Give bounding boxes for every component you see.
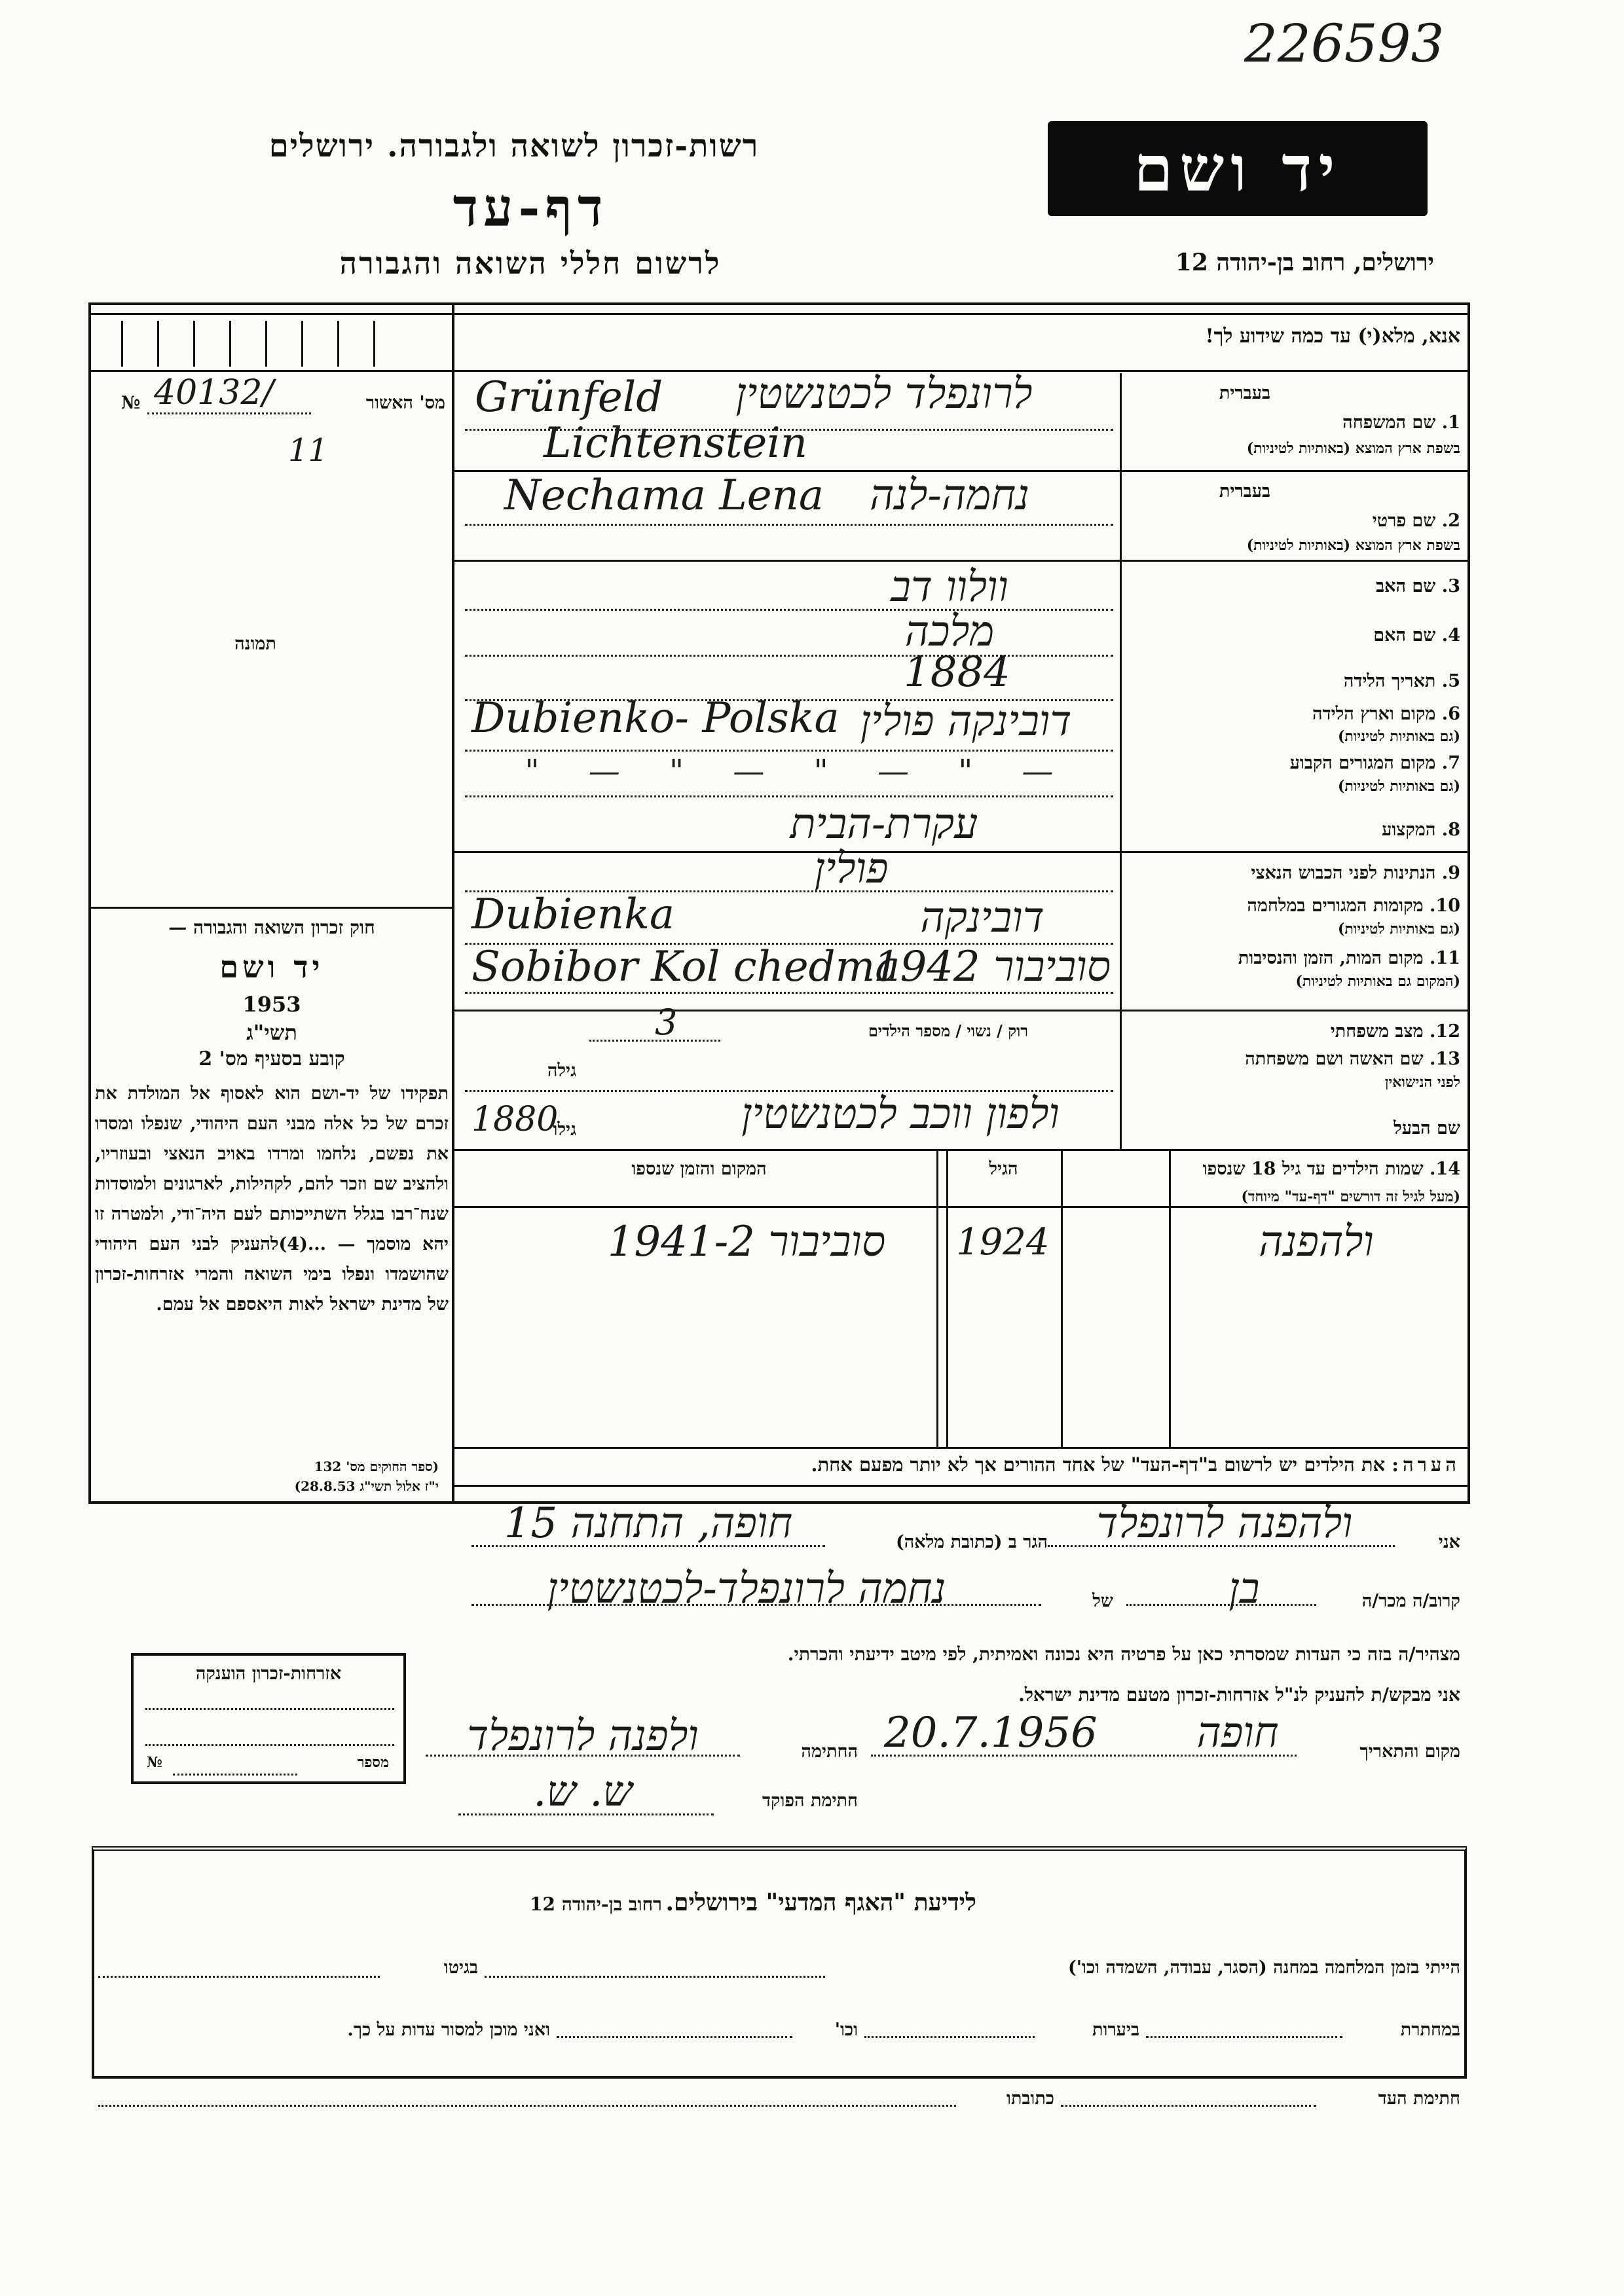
address-header: ירושלים, רחוב בן-יהודה 12 [1175, 249, 1434, 276]
field-11-latin: Sobibor Kol chedma [471, 943, 900, 991]
decl-relation: בן [1228, 1565, 1260, 1613]
field-2-name: שם פרטי [1372, 511, 1436, 531]
field-9-num: 9. [1441, 863, 1460, 883]
husband-age: 1880 [471, 1100, 559, 1139]
field-8-value: עקרת-הבית [790, 800, 978, 848]
approval-no-prefix: № [121, 393, 141, 413]
org-name: רשות-זכרון לשואה ולגבורה. ירושלים [268, 128, 760, 164]
footer-line2-c: וכו' [834, 2020, 858, 2040]
archive-number: 226593 [1244, 13, 1445, 74]
approval-value: 40132/ [154, 373, 274, 412]
decl-request: אני מבקש/ת להעניק לנ"ל אזרחות-זכרון מטעם מדינת ישראל. [1018, 1684, 1460, 1705]
field-4-value: מלכה [904, 608, 995, 656]
field-8-name: המקצוע [1382, 820, 1436, 840]
field-5-value: 1884 [904, 648, 1010, 697]
field-1-label [1126, 412, 1460, 433]
field-12-num: 12. [1430, 1021, 1460, 1042]
field-7-sub: (גם באותיות לטיניות) [1337, 778, 1460, 795]
citizenship-box-prefix: № [147, 1754, 162, 1771]
law-ref-1: (ספר החוקים מס' 132 [314, 1459, 439, 1474]
field-1-name: שם המשפחה [1342, 412, 1436, 433]
children-note: (מעל לגיל זה דורשים "דף-עד" מיוחד) [1241, 1188, 1460, 1205]
field-2-hebrew: נחמה-לנה [870, 471, 1029, 520]
field-10-num: 10. [1430, 896, 1460, 916]
field-3-num: 3. [1441, 576, 1460, 596]
field-13-sub: לפני הנישואין [1384, 1074, 1460, 1091]
footer-heading [327, 1889, 1179, 1916]
field-4-name: שם האם [1373, 625, 1436, 646]
field-6-label [1126, 704, 1460, 724]
field-3-name: שם האב [1376, 576, 1436, 596]
field-2-tag: בעברית [1219, 481, 1270, 501]
citizenship-box-title: אזרחות-זכרון הוענקה [195, 1664, 342, 1684]
field-2-latin: Nechama Lena [504, 471, 824, 520]
field-10-sub: (גם באותיות לטיניות) [1337, 920, 1460, 938]
footer-address: רחוב בן-יהודה 12 [530, 1893, 662, 1915]
remark [458, 1453, 1460, 1476]
field-5-label [1126, 671, 1460, 691]
field-10-label [1126, 896, 1460, 916]
decl-residing-label: הגר ב (כתובת מלאה) [895, 1532, 1048, 1552]
decl-place: חופה [1196, 1709, 1279, 1757]
child-name: ולהפנה [1259, 1218, 1374, 1266]
decl-of-label: של [1092, 1591, 1113, 1611]
field-11-value: סוביבור 1942 [873, 943, 1111, 991]
field-12-value: 3 [655, 1002, 678, 1043]
footer-line2-b: ביערות [1092, 2020, 1139, 2040]
approval-value-2: 11 [288, 432, 329, 469]
decl-officer-label: חתימת הפוקד [762, 1791, 858, 1811]
children-num: 14. [1430, 1159, 1460, 1179]
field-6-latin: Dubienko- Polska [471, 694, 840, 742]
footer-line3-a: חתימת העד [1378, 2088, 1460, 2109]
field-3-label [1126, 576, 1460, 596]
law-clause: קובע בסעיף מס' 2 [198, 1048, 345, 1070]
field-11-label [1126, 948, 1460, 968]
field-13-name: שם האשה ושם משפחתה [1245, 1049, 1424, 1069]
footer-line1-b: בגיטו [443, 1958, 478, 1978]
footer-title: לידיעת "האגף המדעי" בירושלים. [665, 1889, 976, 1916]
field-11-num: 11. [1430, 948, 1460, 968]
children-title-text: שמות הילדים עד גיל 18 שנספו [1202, 1159, 1424, 1179]
field-5-name: תאריך הלידה [1343, 671, 1436, 691]
yad-vashem-logo [1048, 121, 1428, 216]
field-6-num: 6. [1441, 704, 1460, 724]
field-7-name: מקום המגורים הקבוע [1289, 753, 1436, 773]
field-4-num: 4. [1441, 625, 1460, 646]
remark-label: הערה: [1392, 1453, 1460, 1476]
children-col-place: המקום והזמן שנספו [631, 1159, 767, 1179]
form-title: דף-עד [452, 177, 608, 238]
law-text: תפקידו של יד-ושם הוא לאסוף אל המולדת את זכרם של כל אלה מבני העם היהודי, שנפלו ומסרו את נפשם, נלחמו ומרדו באויב הנאצי ובעוזריו, ולהציב שם וזכר להם, לקהילות, לארגונים ולמוסדות שנח־רבו בגלל השתייכותם לעם היה־ודי, ולמטרה זו יהא מוסמך — ...(4)להעניק לבני העם היהודי שהושמדו ונפלו בימי השואה והמרי אזרחות-זכרון של מדינת ישראל לאות היאספם אל עמם. [95, 1084, 449, 1315]
husband-value: ולפון ווכב לכטנשטין [741, 1090, 1060, 1139]
husband-age-label: גילו [553, 1120, 576, 1140]
field-9-label [1126, 863, 1460, 883]
field-9-name: הנתינות לפני הכבוש הנאצי [1251, 863, 1436, 883]
decl-relation-label: קרוב/ה מכר/ה [1361, 1591, 1460, 1611]
law-ref-2: י"ז אלול תשי"ג 28.8.53) [294, 1478, 439, 1494]
footer-line1-a: הייתי בזמן המלחמה במחנה (הסגר, עבודה, השמדה וכו') [1067, 1958, 1460, 1978]
field-11-sub: (המקום גם באותיות לטיניות) [1295, 973, 1460, 990]
decl-of-value: נחמה לרונפלד-לכטנשטין [547, 1565, 946, 1613]
field-1-num: 1. [1441, 412, 1460, 433]
remark-text: את הילדים יש לרשום ב"דף-העד" של אחד ההורים אך לא יותר מפעם אחת. [811, 1453, 1386, 1476]
field-7-num: 7. [1441, 753, 1460, 773]
child-place: סוביבור 1941-2 [607, 1218, 886, 1266]
field-6-name: מקום וארץ הלידה [1312, 704, 1436, 724]
field-10-value: דובינקה [920, 894, 1044, 942]
field-7-label [1126, 753, 1460, 773]
field-3-value: וולוו דב [891, 563, 1008, 611]
footer-line2-d: ואני מוכן למסור עדות על כך. [347, 2020, 550, 2040]
field-11-name: מקום המות, הזמן והנסיבות [1238, 948, 1424, 968]
citizenship-box-number-label: מספר [357, 1754, 389, 1771]
citizenship-box [131, 1653, 406, 1784]
field-1-latin: Grünfeld [475, 373, 663, 422]
photo-label: תמונה [234, 634, 276, 654]
child-age: 1924 [956, 1221, 1050, 1264]
field-13-age-label: גילה [547, 1061, 576, 1081]
field-6-sub: (גם באותיות לטיניות) [1337, 728, 1460, 745]
field-12-label [1126, 1021, 1460, 1042]
law-year-en: 1953 [242, 992, 301, 1017]
field-10-name: מקומות המגורים במלחמה [1247, 896, 1424, 916]
tick-row [95, 321, 449, 367]
field-1-sub: בשפת ארץ המוצא (באותיות לטיניות) [1246, 440, 1460, 457]
field-12-options: רוק / נשוי / מספר הילדים [868, 1021, 1028, 1040]
field-1-tag: בעברית [1219, 383, 1270, 403]
field-1-latin-2: Lichtenstein [544, 419, 807, 467]
decl-date: 20.7.1956 [884, 1709, 1098, 1757]
decl-ani: אני [1438, 1532, 1460, 1552]
husband-label: שם הבעל [1393, 1118, 1460, 1139]
decl-place-date-label: מקום והתאריך [1359, 1741, 1460, 1762]
field-8-label [1126, 820, 1460, 840]
field-9-value: פולין [814, 845, 889, 893]
field-2-sub: בשפת ארץ המוצא (באותיות לטיניות) [1246, 537, 1460, 554]
field-12-name: מצב משפחתי [1330, 1021, 1424, 1042]
field-2-num: 2. [1441, 511, 1460, 531]
field-5-num: 5. [1441, 671, 1460, 691]
law-year-he: תשי"ג [246, 1020, 297, 1045]
decl-signature-label: החתימה [801, 1741, 858, 1762]
field-13-label [1126, 1049, 1460, 1069]
decl-officer-sig: ש. ש. [533, 1768, 633, 1816]
form-subtitle: לרשום חללי השואה והגבורה [339, 246, 722, 281]
field-13-num: 13. [1430, 1049, 1460, 1069]
law-title: חוק זכרון השואה והגבורה — [168, 917, 375, 938]
decl-signature: ולפנה לרונפלד [467, 1712, 699, 1760]
field-8-num: 8. [1441, 820, 1460, 840]
law-name: יד ושם [219, 949, 324, 985]
field-6-value: דובינקה פולין [860, 697, 1072, 746]
children-title [1172, 1159, 1460, 1179]
field-4-label [1126, 625, 1460, 646]
decl-name: ולהפנה לרונפלד [1096, 1499, 1353, 1548]
children-col-age: הגיל [989, 1159, 1018, 1179]
field-7-value: — " — " — " — " [525, 753, 1073, 790]
field-2-label [1126, 511, 1460, 531]
footer-line2-a: במחתרת [1400, 2020, 1460, 2040]
footer-line3-b: כתובתו [1006, 2088, 1054, 2109]
approval-label: מס' האשור [365, 393, 445, 413]
form-intro: אנא, מלא(י) עד כמה שידוע לך! [1205, 325, 1460, 348]
field-1-hebrew: לרונפלד לכטנשטין [735, 370, 1033, 418]
field-10-latin: Dubienka [471, 890, 674, 939]
logo-text: יד ושם [1134, 132, 1342, 206]
decl-declare: מצהיר/ה בזה כי העדות שמסרתי כאן על פרטיה היא נכונה ואמיתית, לפי מיטב ידיעתי והכרתי. [787, 1643, 1460, 1665]
decl-address: חופה, התחנה 15 [504, 1499, 793, 1548]
